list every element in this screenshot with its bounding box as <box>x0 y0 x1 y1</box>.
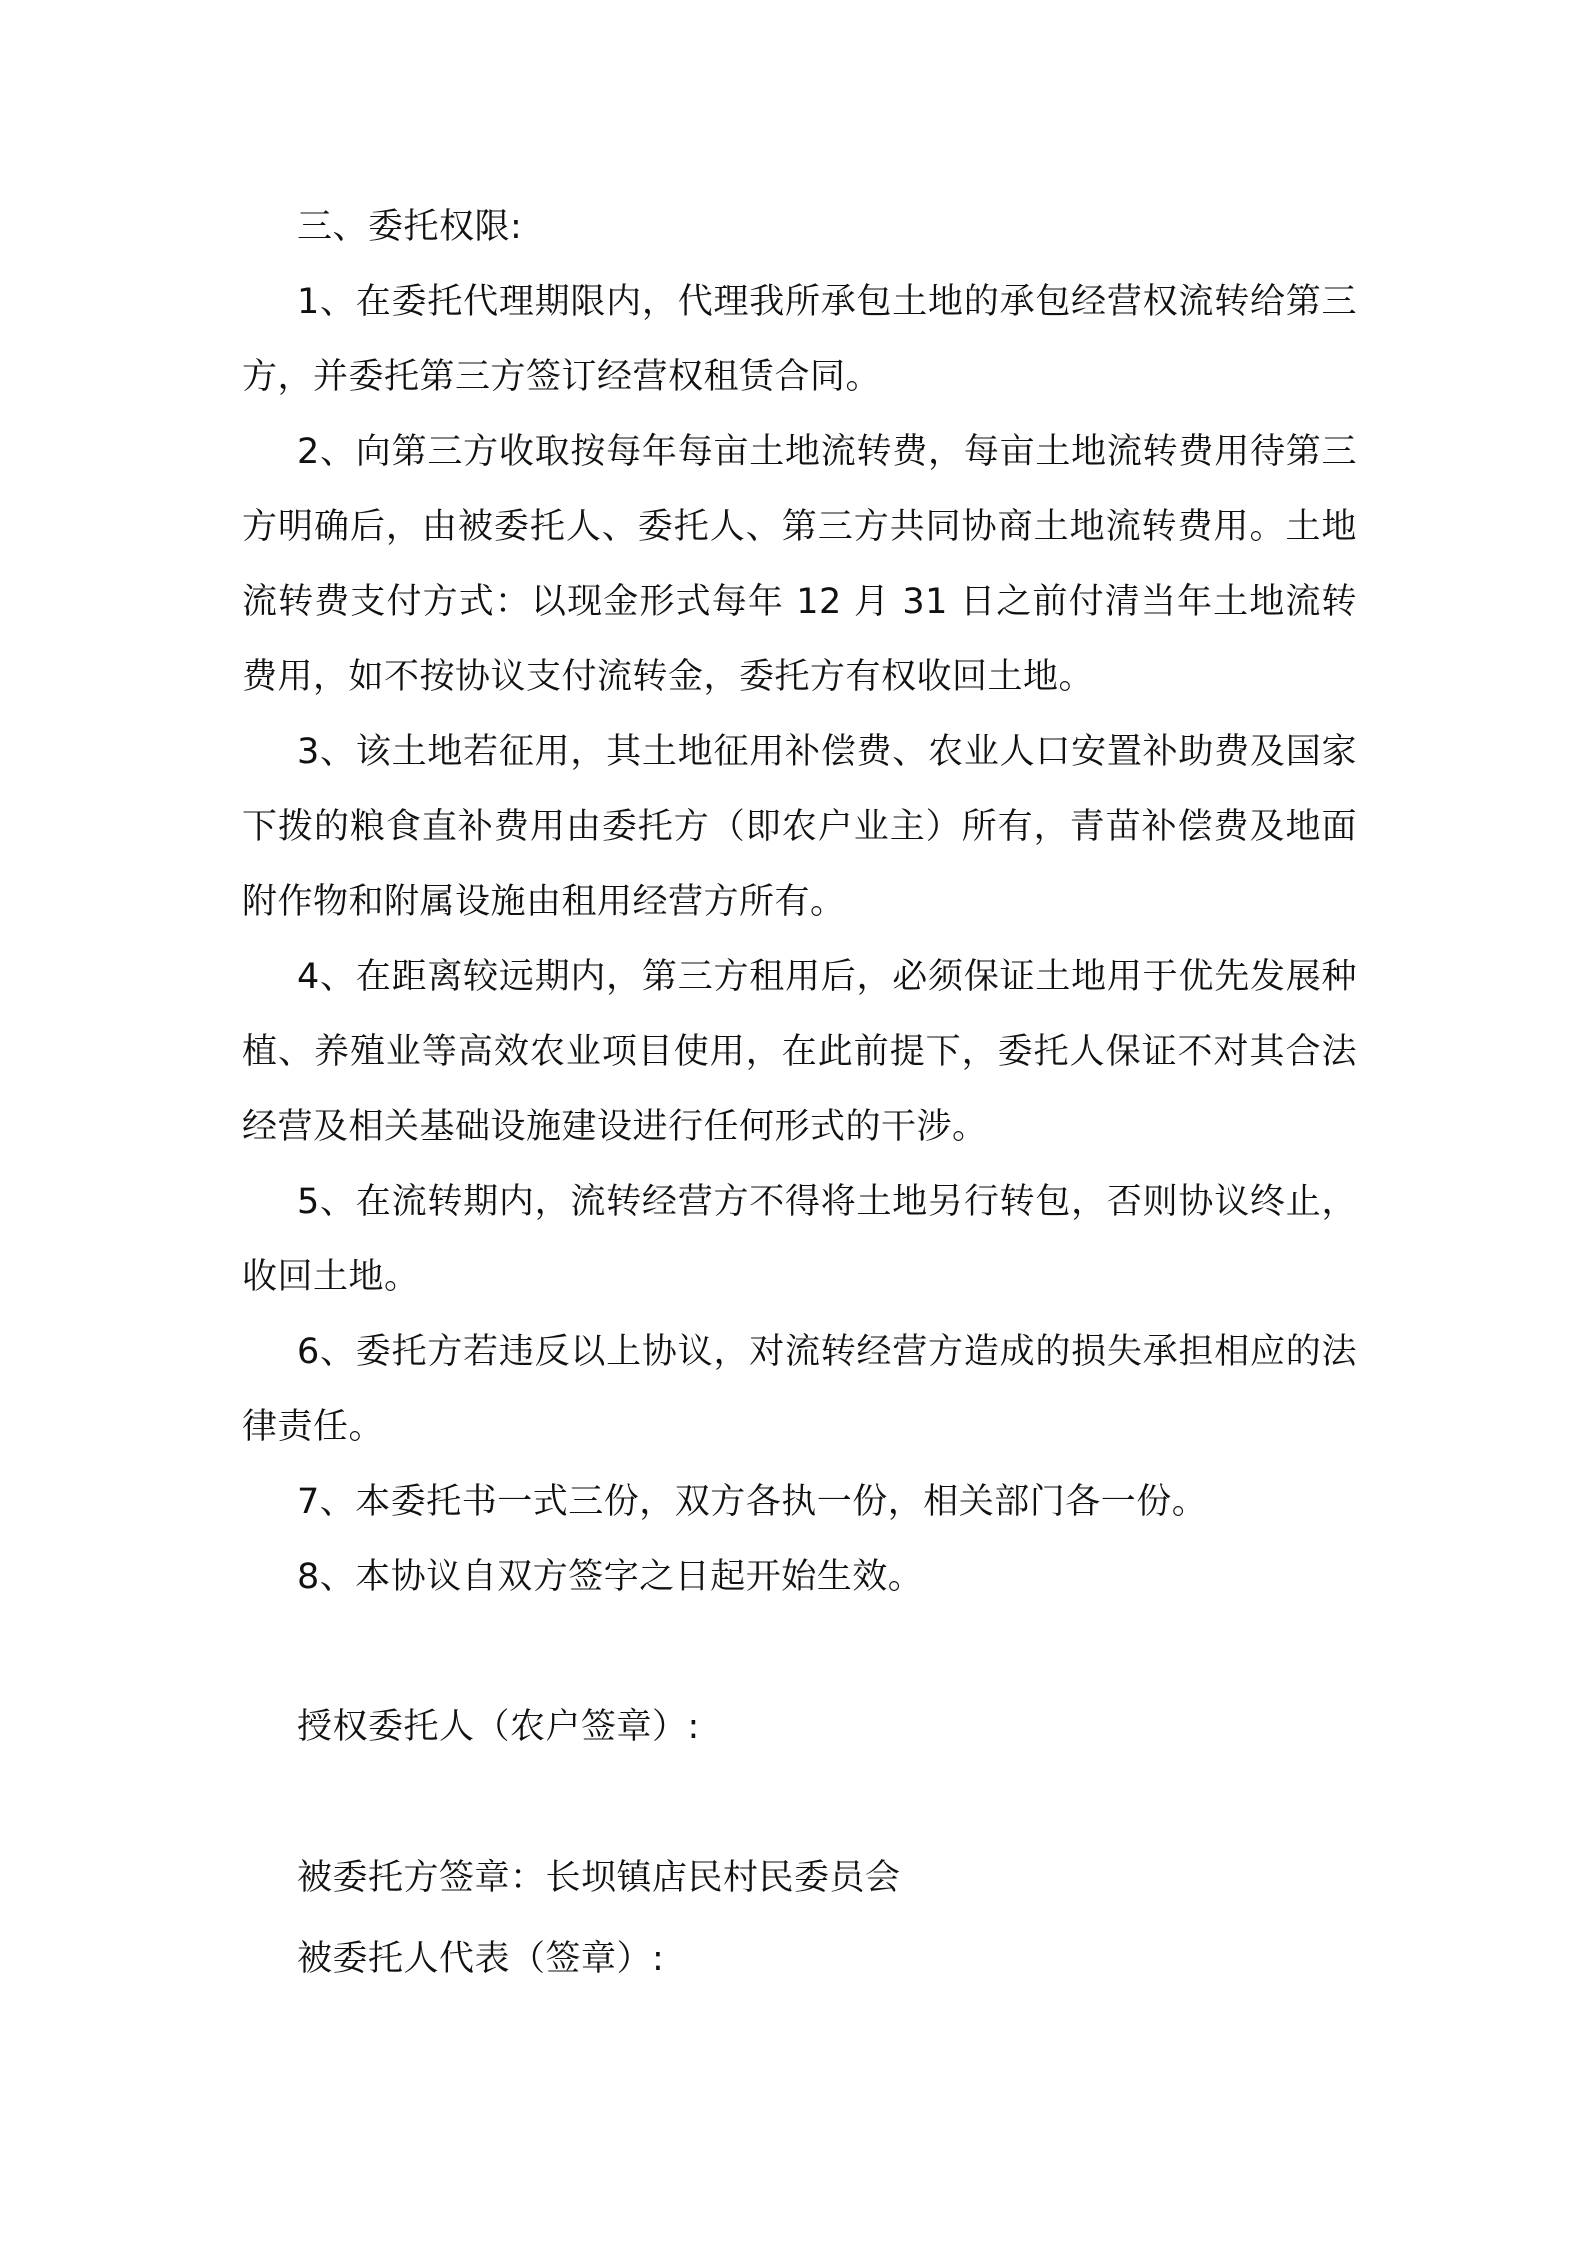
clause-3: 3、该土地若征用，其土地征用补偿费、农业人口安置补助费及国家下拨的粮食直补费用由委托方（即农户业主）所有，青苗补偿费及地面附作物和附属设施由租用经营方所有。 <box>242 732 1357 922</box>
grantor-signature-line: 授权委托人（农户签章）: <box>297 1707 700 1747</box>
agent-representative-line: 被委托人代表（签章）: <box>297 1939 665 1979</box>
clause-5: 5、在流转期内，流转经营方不得将土地另行转包，否则协议终止，收回土地。 <box>242 1182 1357 1297</box>
section-heading: 三、委托权限: <box>297 207 523 247</box>
clause-2: 2、向第三方收取按每年每亩土地流转费，每亩土地流转费用待第三方明确后，由被委托人、委托人、第三方共同协商土地流转费用。土地流转费支付方式：以现金形式每年 12 月 31 日之前付清当年土地流转费用，如不按协议支付流转金，委托方有权收回土地。 <box>242 432 1357 697</box>
document-body <box>242 190 1357 1615</box>
clause-7: 7、本委托书一式三份，双方各执一份，相关部门各一份。 <box>297 1482 1208 1522</box>
clause-8: 8、本协议自双方签字之日起开始生效。 <box>297 1557 924 1597</box>
clause-6: 6、委托方若违反以上协议，对流转经营方造成的损失承担相应的法律责任。 <box>242 1332 1357 1447</box>
agent-seal-line: 被委托方签章：长坝镇店民村民委员会 <box>297 1858 901 1898</box>
clause-1: 1、在委托代理期限内，代理我所承包土地的承包经营权流转给第三方，并委托第三方签订经营权租赁合同。 <box>242 282 1357 397</box>
clause-4: 4、在距离较远期内，第三方租用后，必须保证土地用于优先发展种植、养殖业等高效农业项目使用，在此前提下，委托人保证不对其合法经营及相关基础设施建设进行任何形式的干涉。 <box>242 957 1357 1147</box>
